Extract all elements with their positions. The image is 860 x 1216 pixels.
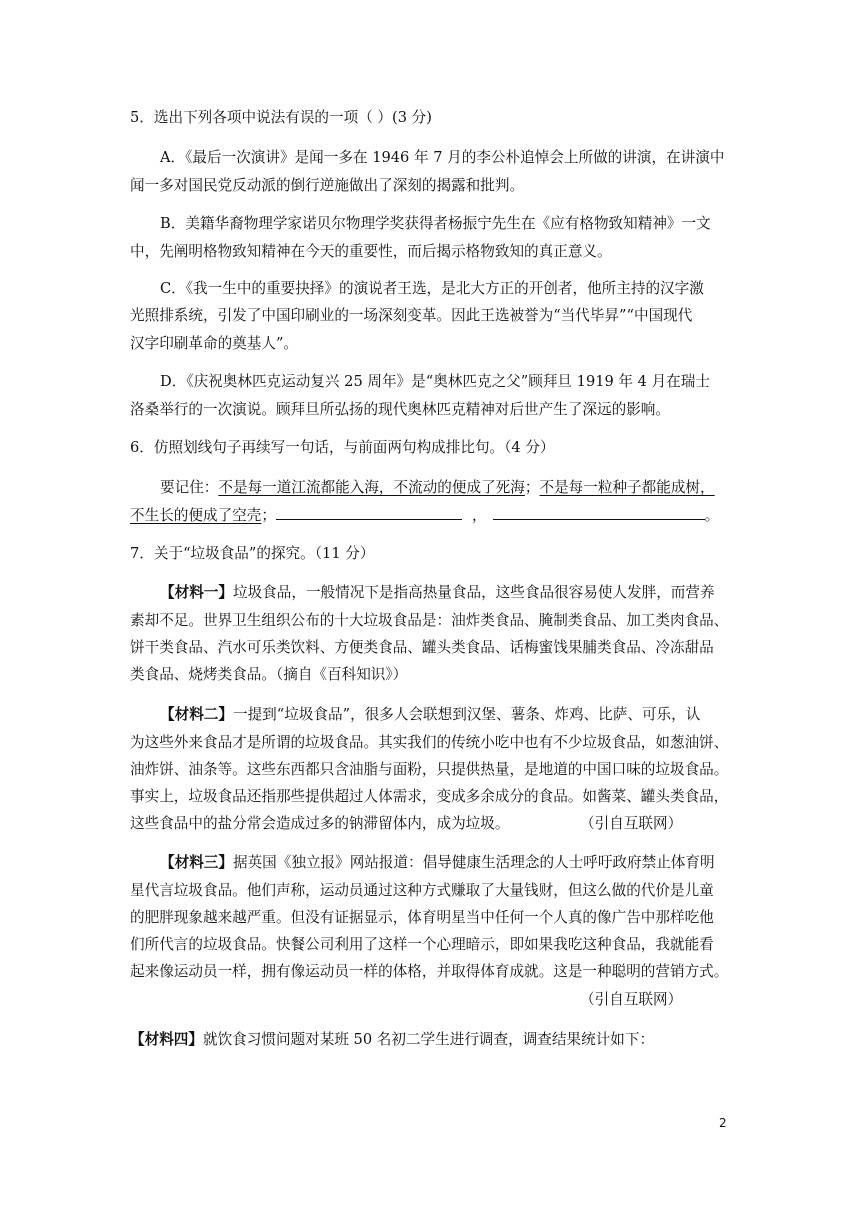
q5-option-b-line1: B．美籍华裔物理学家诺贝尔物理学奖获得者杨振宁先生在《应有格物致知精神》一文 [160, 215, 711, 232]
q7-material-3-tag: 【材料三】 [160, 854, 233, 871]
q6-semicolon: ； [261, 507, 276, 524]
q5-option-d-line2: 洛桑举行的一次演说。顾拜旦所弘扬的现代奥林匹克精神对后世产生了深远的影响。 [130, 401, 670, 418]
q6-line2 [130, 505, 719, 526]
q7-material-1-line3: 饼干类食品、汽水可乐类饮料、方便类食品、罐头类食品、话梅蜜饯果脯类食品、冷冻甜品 [130, 639, 714, 656]
q6-underlined-sentence-1: 不是每一道江流都能入海，不流动的便成了死海 [218, 479, 525, 496]
q7-material-2-line4: 事实上，垃圾食品还指那些提供超过人体需求，变成多余成分的食品。如酱菜、罐头类食品， [130, 788, 729, 805]
q7-material-2-line1 [160, 705, 700, 725]
q7-material-4-tag: 【材料四】 [130, 1031, 203, 1048]
q6-line1 [160, 478, 715, 498]
q7-stem: 7．关于“垃圾食品”的探究。（11 分） [130, 545, 375, 562]
q6-answer-blank-2[interactable] [493, 505, 705, 520]
q7-material-1-text: 垃圾食品，一般情况下是指高热量食品，这些食品很容易使人发胖，而营养 [232, 584, 715, 601]
q5-option-c-line2: 光照排系统，引发了中国印刷业的一场深刻变革。因此王选被誉为“当代毕昇”“中国现代 [130, 307, 693, 324]
q6-lead: 要记住： [160, 479, 219, 496]
q6-separator: ； [524, 479, 540, 496]
q7-material-3-line2: 星代言垃圾食品。他们声称，运动员通过这种方式赚取了大量钱财，但这么做的代价是儿童 [130, 882, 714, 899]
q6-underlined-sentence-2-part2: 不生长的便成了空壳 [130, 507, 262, 524]
q7-material-1-line2: 素却不足。世界卫生组织公布的十大垃圾食品是：油炸类食品、腌制类食品、加工类肉食品、 [130, 612, 729, 629]
q7-material-3-source: （引自互联网） [580, 991, 683, 1008]
q7-material-4-text: 就饮食习惯问题对某班 50 名初二学生进行调查，调查结果统计如下： [202, 1031, 655, 1048]
q7-material-1-line4: 类食品、烧烤类食品。（摘自《百科知识》） [130, 666, 408, 683]
q7-material-1-tag: 【材料一】 [160, 584, 233, 601]
q5-stem: 5．选出下列各项中说法有误的一项（ ）(3 分) [130, 109, 432, 126]
q6-stem: 6．仿照划线句子再续写一句话，与前面两句构成排比句。（4 分） [130, 439, 555, 456]
q7-material-3-text: 据英国《独立报》网站报道：倡导健康生活理念的人士呼吁政府禁止体育明 [232, 854, 715, 871]
q7-material-4-line1 [130, 1030, 654, 1050]
q7-material-3-line5: 起来像运动员一样，拥有像运动员一样的体格，并取得体育成就。这是一种聪明的营销方式。 [130, 963, 729, 980]
q5-option-b-line2: 中，先阐明格物致知精神在今天的重要性，而后揭示格物致知的真正意义。 [130, 243, 612, 260]
q7-material-2-line3: 油炸饼、油条等。这些东西都只含油脂与面粉，只提供热量，是地道的中国口味的垃圾食品。 [130, 761, 729, 778]
q7-material-2-line2: 为这些外来食品才是所谓的垃圾食品。其实我们的传统小吃中也有不少垃圾食品，如葱油饼、 [130, 734, 729, 751]
q7-material-3-line1 [160, 853, 715, 873]
q7-material-2-tag: 【材料二】 [160, 706, 233, 723]
q7-material-2-source: （引自互联网） [580, 815, 683, 832]
q7-material-3-line3: 的肥胖现象越来越严重。但没有证据显示，体育明星当中任何一个人真的像广告中那样吃他 [130, 909, 714, 926]
q5-option-d-line1: D．《庆祝奥林匹克运动复兴 25 周年》是“奥林匹克之父”顾拜旦 1919 年 4 月在瑞士 [160, 373, 710, 390]
q6-period: 。 [704, 507, 720, 524]
q7-material-3-line4: 们所代言的垃圾食品。快餐公司利用了这样一个心理暗示，即如果我吃这种食品，我就能看 [130, 936, 714, 953]
q7-material-2-line5: 这些食品中的盐分常会造成过多的钠滞留体内，成为垃圾。 [130, 815, 510, 832]
q5-option-c-line3: 汉字印刷革命的奠基人”。 [130, 335, 298, 352]
page-number: 2 [719, 1116, 727, 1130]
q7-material-2-text: 一提到“垃圾食品”，很多人会联想到汉堡、薯条、炸鸡、比萨、可乐，认 [232, 706, 701, 723]
q5-option-a-line2: 闻一多对国民党反动派的倒行逆施做出了深刻的揭露和批判。 [130, 177, 525, 194]
q7-material-1-line1 [160, 583, 715, 603]
q6-answer-blank-1[interactable] [276, 505, 462, 520]
q6-comma: ， [471, 507, 487, 524]
q6-underlined-sentence-2-part1: 不是每一粒种子都能成树， [539, 479, 715, 496]
q5-option-a-line1: A．《最后一次演讲》是闻一多在 1946 年 7 月的李公朴追悼会上所做的讲演，在讲演中 [160, 149, 725, 166]
q5-option-c-line1: C．《我一生中的重要抉择》的演说者王选，是北大方正的开创者，他所主持的汉字激 [160, 280, 704, 297]
